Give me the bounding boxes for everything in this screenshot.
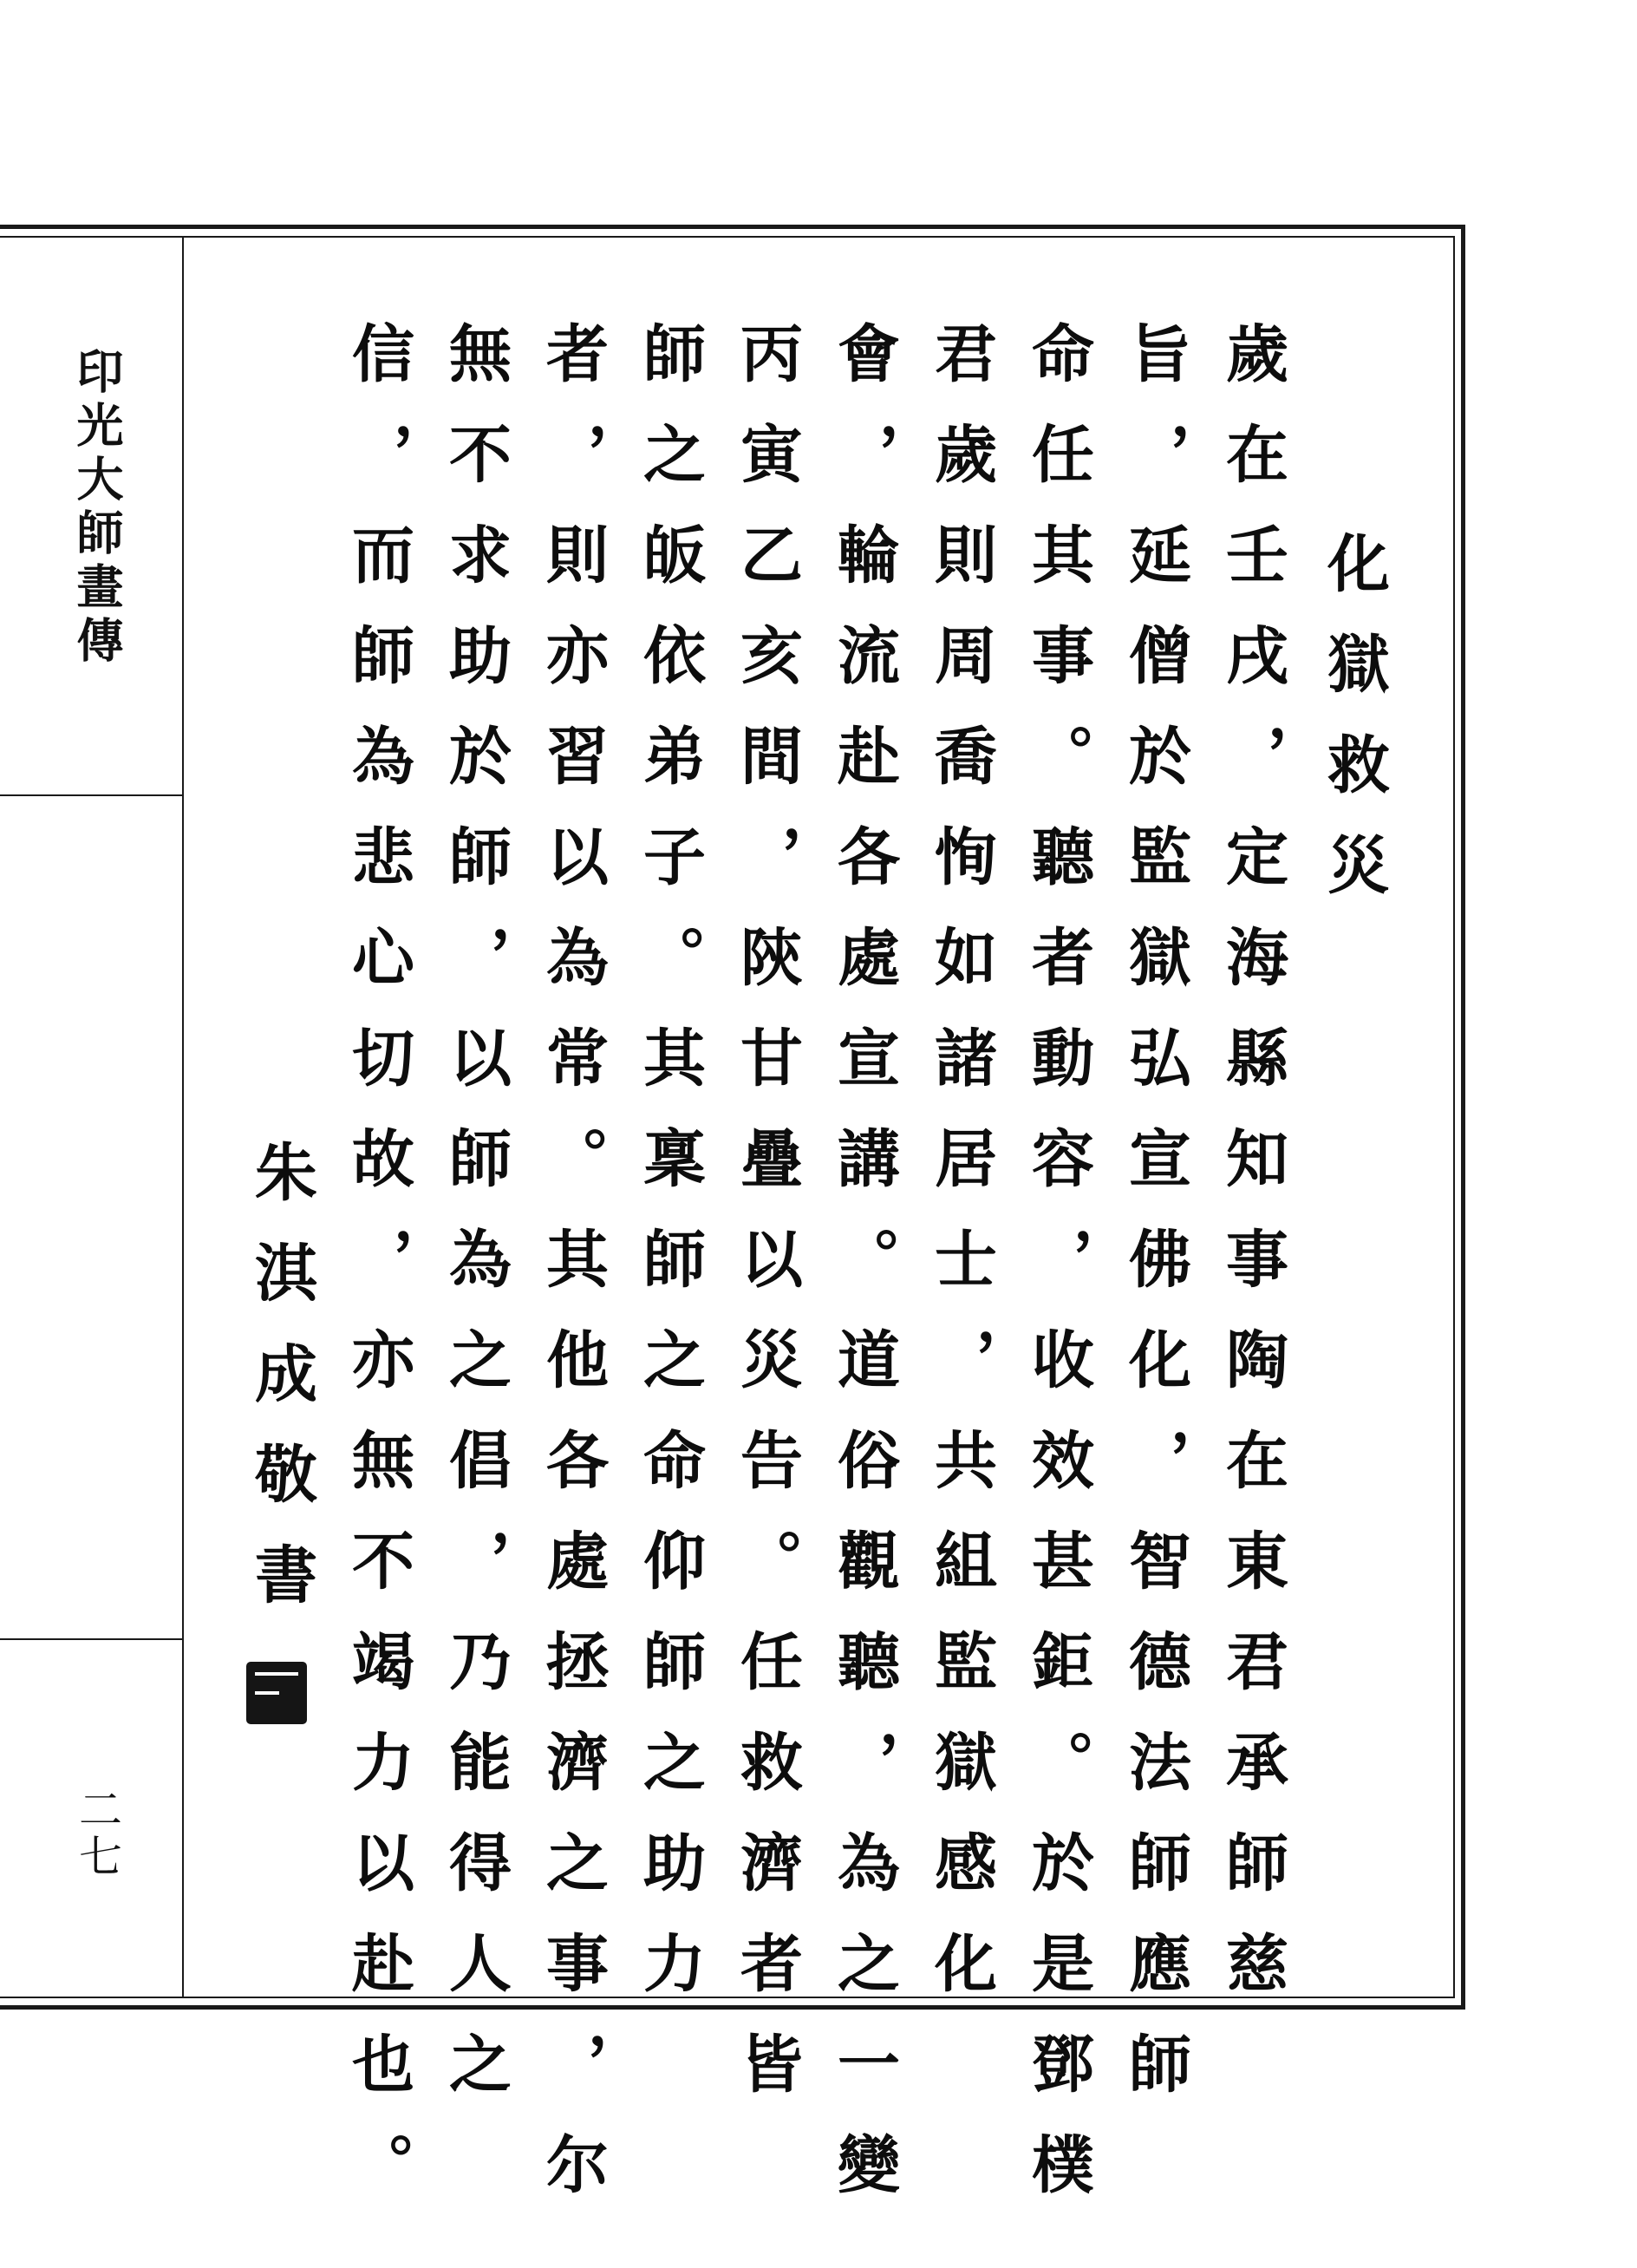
calligraphy-column-4: 君歲則周喬恂如諸居士，共組監獄感化 [924,321,998,2031]
book-title: 印光大師畫傳 [69,347,125,670]
margin-divider-bottom [0,1638,184,1640]
calligraphy-column-3: 命任其事。聽者動容，收效甚鉅。於是鄧樸 [1021,321,1095,2232]
calligraphy-column-9: 無不求助於師，以師為之倡，乃能得人之 [439,321,512,2132]
calligraphy-column-6: 丙寅乙亥間，陝甘疊以災告。任救濟者皆 [730,321,804,2132]
calligraphy-column-2: 旨，延僧於監獄弘宣佛化，智德法師應師 [1119,321,1192,2132]
calligraphy-column-10: 信，而師為悲心切故，亦無不竭力以赴也。 [342,321,415,2232]
margin-divider-top [0,794,184,796]
calligraphy-column-7: 師之皈依弟子。其稟師之命仰師之助力 [633,321,707,2031]
calligraphy-title: 化獄救災 [1317,531,1391,933]
calligraphy-column-1: 歲在壬戌，定海縣知事陶在東君承師慈 [1216,321,1289,2031]
calligraphy-column-8: 者，則亦習以為常。其他各處拯濟之事，尔 [536,321,610,2232]
page-number: 二七 [72,1787,122,1880]
calligraphy-column-5: 會，輪流赴各處宣講。道俗觀聽，為之一變 [827,321,901,2232]
seal-stamp-icon [246,1662,307,1724]
calligrapher-signature: 朱淇成敬書 [245,1140,318,1643]
